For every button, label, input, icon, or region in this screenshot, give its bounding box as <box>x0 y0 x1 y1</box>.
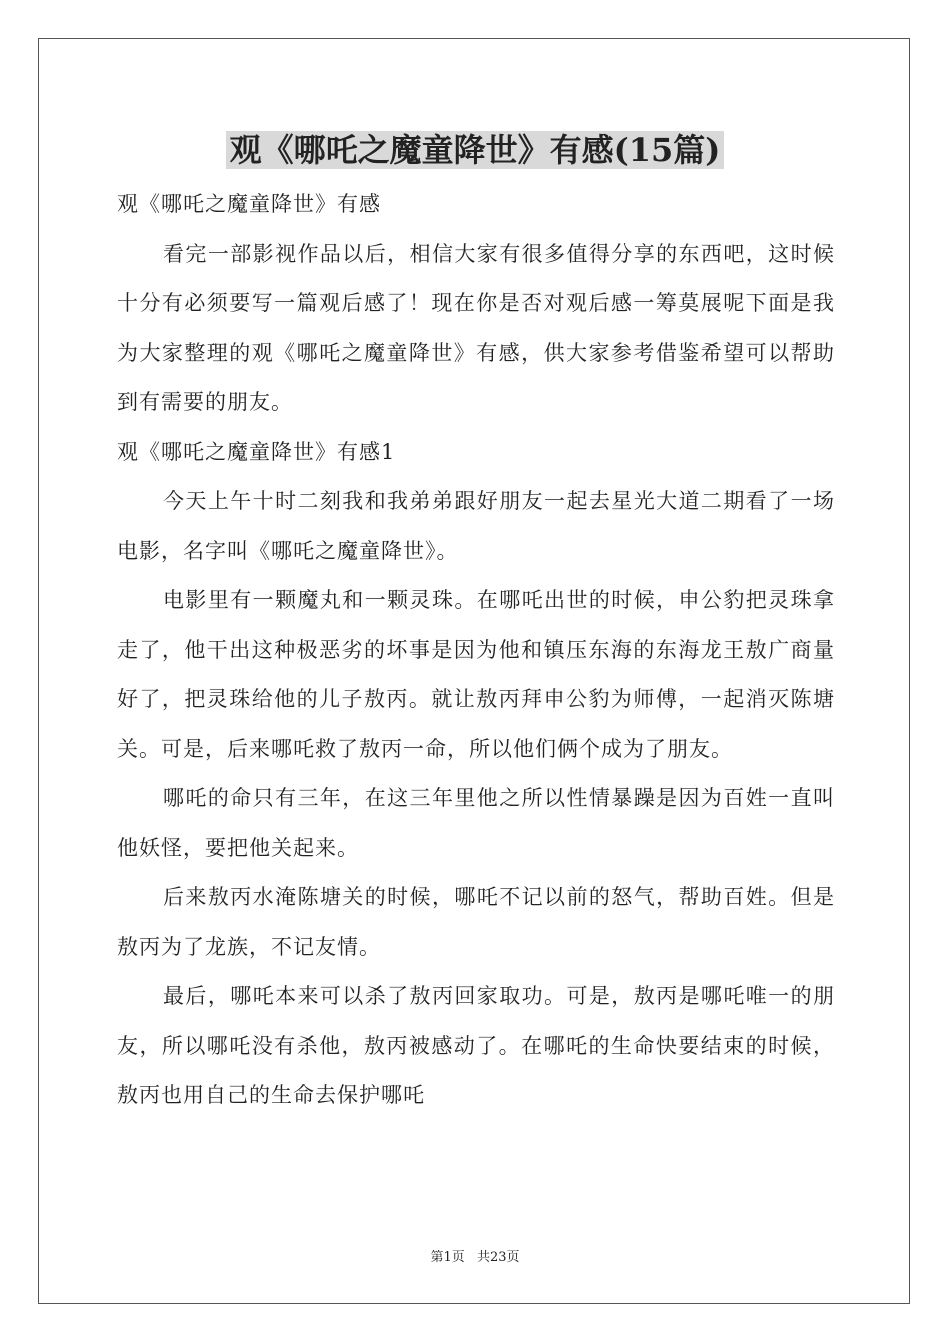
document-title <box>0 128 950 172</box>
paragraph: 电影里有一颗魔丸和一颗灵珠。在哪吒出世的时候，申公豹把灵珠拿走了，他干出这种极恶劣的坏事是因为他和镇压东海的东海龙王敖广商量好了，把灵珠给他的儿子敖丙。就让敖丙拜申公豹为师傅，一起消灭陈塘关。可是，后来哪吒救了敖丙一命，所以他们俩个成为了朋友。 <box>117 588 835 761</box>
page-number: 第1页 <box>430 1250 465 1265</box>
page-footer <box>0 1246 950 1265</box>
paragraph: 最后，哪吒本来可以杀了敖丙回家取功。可是，敖丙是哪吒唯一的朋友，所以哪吒没有杀他，敖丙被感动了。在哪吒的生命快要结束的时候，敖丙也用自己的生命去保护哪吒 <box>117 984 835 1107</box>
paragraph: 今天上午十时二刻我和我弟弟跟好朋友一起去星光大道二期看了一场电影，名字叫《哪吒之魔童降世》。 <box>117 489 835 563</box>
document-title-text: 观《哪吒之魔童降世》有感(15篇) <box>226 131 725 169</box>
document-body <box>117 180 835 1121</box>
total-pages: 共23页 <box>476 1250 520 1265</box>
paragraph: 后来敖丙水淹陈塘关的时候，哪吒不记以前的怒气，帮助百姓。但是敖丙为了龙族，不记友情。 <box>117 885 835 959</box>
paragraph-intro: 看完一部影视作品以后，相信大家有很多值得分享的东西吧，这时候十分有必须要写一篇观后感了！现在你是否对观后感一筹莫展呢下面是我为大家整理的观《哪吒之魔童降世》有感，供大家参考借鉴希望可以帮助到有需要的朋友。 <box>117 241 835 414</box>
paragraph-subtitle: 观《哪吒之魔童降世》有感 <box>117 192 381 216</box>
paragraph: 哪吒的命只有三年，在这三年里他之所以性情暴躁是因为百姓一直叫他妖怪，要把他关起来。 <box>117 786 835 860</box>
paragraph-section-heading: 观《哪吒之魔童降世》有感1 <box>117 439 396 464</box>
